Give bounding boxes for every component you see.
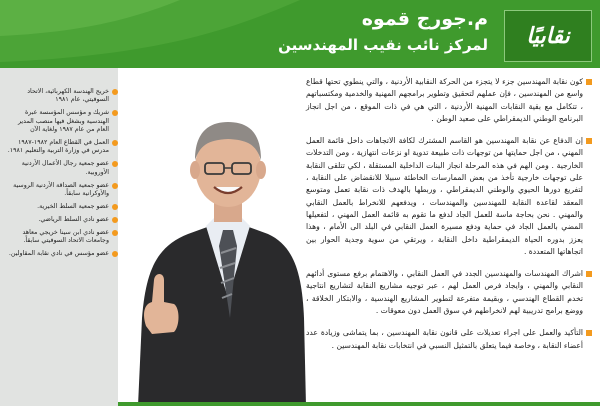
paragraph-text: كون نقابة المهندسين جزء لا يتجزء من الحركة النقابية الأردنية ، والتي ينطوي تحتها قطاع واسع من المهندسين ، فإن عملهم لتحقيق وتطوير برامجهم المهنية والخدمية ومكتسباتهم ، تتكامل مع بقية النقابات المهنية الأردنية ، التي هي في ذات الموقع ، من اجل انجاز البرنامج الوطني الديمقراطي على صعيد الوطن . bbox=[306, 77, 583, 123]
bullet-square-icon bbox=[586, 330, 592, 336]
bio-item bbox=[4, 160, 118, 177]
ear-right bbox=[256, 161, 266, 179]
ear-left bbox=[190, 161, 200, 179]
bio-item bbox=[4, 139, 118, 156]
paragraph-text: اشراك المهندسات والمهندسين الجدد في العمل النقابي ، والاهتمام برفع مستوى أدائهم النقابي والمهني ، وايجاد فرص العمل لهم ، عبر توجيه مشاريع النقابة لتشاريع انتاجية تخدم القطاع الهندسي ، وبقيمة متفرعة لتطوير المشاريع الهندسية ، والابتكار الخلاقة ، ووضع برامج تدريبية لهم لانخراطهم في سوق العمل دون معوقات . bbox=[306, 269, 583, 316]
bio-item-text: عضو مؤسس في نادي نقابة المقاولين. bbox=[8, 250, 109, 258]
header-banner bbox=[0, 0, 600, 68]
bio-item-text: عضو جمعية السلط الخيرية. bbox=[37, 202, 109, 210]
paragraph-text: التأكيد والعمل على اجراء تعديلات على قانون نقابة المهندسين ، بما يتماشى وزيادة عدد أعضاء النقابة ، وخاصة فيما يتعلق بالتمثيل النسبي في انتخابات نقابة المهندسين . bbox=[306, 328, 583, 350]
bio-item bbox=[4, 203, 118, 211]
bio-item-text: عضو جمعية الصداقة الأردنية الروسية والأوكرانية سابقاً. bbox=[13, 181, 109, 198]
bio-item bbox=[4, 182, 118, 199]
portrait-photo bbox=[118, 68, 308, 406]
bio-item-text: خريج الهندسة الكهربائية، الاتحاد السوفيتي، عام ١٩٨١ bbox=[27, 88, 109, 104]
bio-item-text: العمل في القطاع العام ١٩٨٢-١٩٨٧ مدرس في وزارة التربية والتعليم ١٩٨١. bbox=[7, 139, 109, 155]
bullet-square-icon bbox=[586, 271, 592, 277]
bio-item bbox=[4, 109, 118, 134]
bottom-divider bbox=[118, 402, 600, 406]
bullet-square-icon bbox=[586, 79, 592, 85]
candidate-name: م.جورج قموه bbox=[361, 8, 488, 30]
candidate-position: لمركز نائب نقيب المهندسين bbox=[278, 36, 488, 54]
content-paragraph bbox=[306, 135, 592, 258]
bio-item-text: عضو نادي ابن سينا خريجي معاهد وجامعات الاتحاد السوفيتي سابقاً. bbox=[22, 228, 109, 245]
bio-item bbox=[4, 229, 118, 246]
bio-list bbox=[4, 88, 118, 263]
bio-item-text: عضو نادي السلط الرياضي. bbox=[38, 215, 109, 223]
logo bbox=[504, 10, 592, 62]
content-paragraph bbox=[306, 76, 592, 125]
bio-item-text: شريك و مؤسس المؤسسة عبرة الهندسية وبشغل فيها منصب المدير العام من عام ١٩٨٧ ولغاية الآن bbox=[17, 109, 109, 134]
logo-text: نقابيًا bbox=[526, 23, 570, 49]
content-column bbox=[306, 76, 592, 362]
paragraph-text: إن الدفاع عن نقابة المهندسين هو القاسم المشترك لكافة الاتجاهات داخل قائمة العمل المهني ، من اجل حمايتها من توجهات ذات طبيعة تدوية او نزعات انتهازية ، ومن التدخلات الخارجية . ومن الهم في هذه المرحلة انجاز البنات الداخلية المستقلة ، لكي تتلقى النقابة على توجهات خارجية تأخذ من بعض الممارسات الخاطئة سبيلا للانقضاض على النقابة ، لتفريغ دورها الحيوي والوطني الديمقراطي ، وربطها بالهدف ذات نقابة تعمل ومتوسع المعقد لقاعدة النقابة للمهندسين والمهندسات ، ويدفعهم للانخراط بالعمل النقابي والمهني . نحن بحاجة ماسة للعمل الجاد لدفع ما تقوم به قائمة العمل المهني ، لتفعيلها المضي بالعمل الجاد في حماية ودفع مسيرة العمل النقابي في البلد الى الأمام ، وهذا يعزز بدوره الحياة الديمقراطية داخل النقابة ، ويرتقي من سوية وجدية الحوار بين اتجاهاتها المتعددة . bbox=[306, 136, 583, 256]
bullet-square-icon bbox=[586, 138, 592, 144]
bio-item bbox=[4, 88, 118, 105]
content-paragraph bbox=[306, 327, 592, 352]
content-paragraph bbox=[306, 268, 592, 317]
bio-item-text: عضو جمعية رجال الأعمال الأردنية الأوروبية. bbox=[21, 160, 109, 176]
bio-item bbox=[4, 216, 118, 224]
bio-item bbox=[4, 250, 118, 258]
